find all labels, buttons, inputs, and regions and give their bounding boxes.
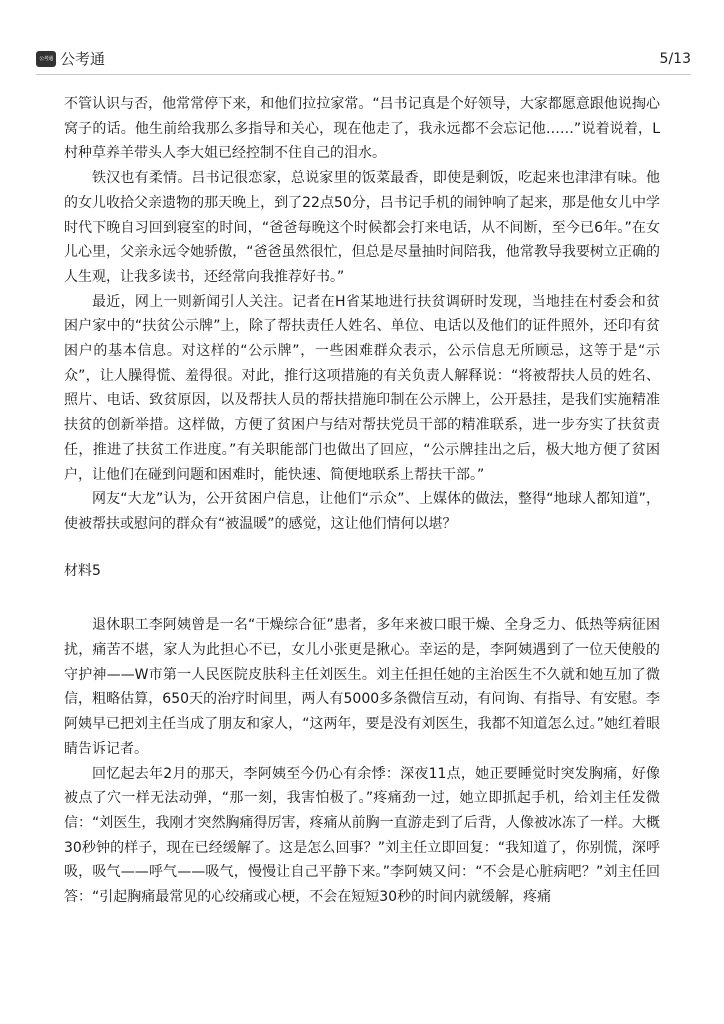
paragraph: 铁汉也有柔情。吕书记很恋家，总说家里的饭菜最香，即使是剩饭，吃起来也津津有味。他的女儿收拾父亲遗物的那天晚上，到了22点50分，吕书记手机的闹钟响了起来，那是他女儿中学时代下晚自习回到寝室的时间，“爸爸每晚这个时候都会打来电话，从不间断，至今已6年。”在女儿心里，父亲永远令她骄傲，“爸爸虽然很忙，但总是尽量抽时间陪我，他常教导我要树立正确的人生观，让我多读书，还经常向我推荐好书。” — [64, 170, 660, 285]
paragraph: 不管认识与否，他常常停下来，和他们拉拉家常。“吕书记真是个好领导，大家都愿意跟他说掏心窝子的话。他生前给我那么多指导和关心，现在他走了，我永远都不会忘记他……”说着说着，L村种草养羊带头人李大姐已经控制不住自己的泪水。 — [64, 96, 660, 162]
paragraph: 退休职工李阿姨曾是一名“干燥综合征”患者，多年来被口眼干燥、全身乏力、低热等病征困扰，痛苦不堪，家人为此担心不已，女儿小张更是揪心。幸运的是，李阿姨遇到了一位天使般的守护神——W市第一人民医院皮肤科主任刘医生。刘主任担任她的主治医生不久就和她互加了微信，粗略估算，650天的治疗时间里，两人有5000多条微信互动，有问询、有指导、有安慰。李阿姨早已把刘主任当成了朋友和家人，“这两年，要是没有刘医生，我都不知道怎么过。”她红着眼睛告诉记者。 — [64, 617, 660, 757]
paragraph: 网友“大龙”认为，公开贫困户信息，让他们“示众”、上媒体的做法，整得“地球人都知道”，使被帮扶或慰问的群众有“被温暖”的感觉，这让他们情何以堪？ — [64, 491, 660, 532]
page-number: 5/13 — [659, 51, 691, 67]
brand-logo — [36, 50, 105, 68]
header-divider — [36, 74, 691, 75]
document-body — [64, 92, 660, 910]
paragraph: 回忆起去年2月的那天，李阿姨至今仍心有余悸：深夜11点，她正要睡觉时突发胸痛，好像被点了穴一样无法动弹，“那一刻，我害怕极了。”疼痛劲一过，她立即抓起手机，给刘主任发微信：“刘医生，我刚才突然胸痛得厉害，疼痛从前胸一直游走到了后背，人像被冰冻了一样。大概30秒钟的样子，现在已经缓解了。这是怎么回事？”刘主任立即回复：“我知道了，你别慌，深呼吸，吸气——呼气——吸气，慢慢让自己平静下来。”李阿姨又问：“不会是心脏病吧？”刘主任回答：“引起胸痛最常见的心绞痛或心梗，不会在短短30秒的时间内就缓解，疼痛 — [64, 765, 660, 906]
logo-text: 公考通 — [60, 50, 106, 68]
section-title: 材料5 — [64, 562, 101, 579]
logo-icon: 公考通 — [36, 51, 56, 67]
page-header — [0, 0, 724, 80]
paragraph: 最近，网上一则新闻引人关注。记者在H省某地进行扶贫调研时发现，当地挂在村委会和贫困户家中的“扶贫公示牌”上，除了帮扶责任人姓名、单位、电话以及他们的证件照外，还印有贫困户的基本信息。对这样的“公示牌”，一些困难群众表示，公示信息无所顾忌，这等于是“示众”，让人臊得慌、羞得很。对此，推行这项措施的有关负责人解释说：“将被帮扶人员的姓名、照片、电话、致贫原因，以及帮扶人员的帮扶措施印制在公示牌上，公开悬挂，是我们实施精准扶贫的创新举措。这样做，方便了贫困户与结对帮扶党员干部的精准联系，进一步夯实了扶贫责任，推进了扶贫工作进度。”有关职能部门也做出了回应，“公示牌挂出之后，极大地方便了贫困户，让他们在碰到问题和困难时，能快速、简便地联系上帮扶干部。” — [64, 293, 660, 483]
